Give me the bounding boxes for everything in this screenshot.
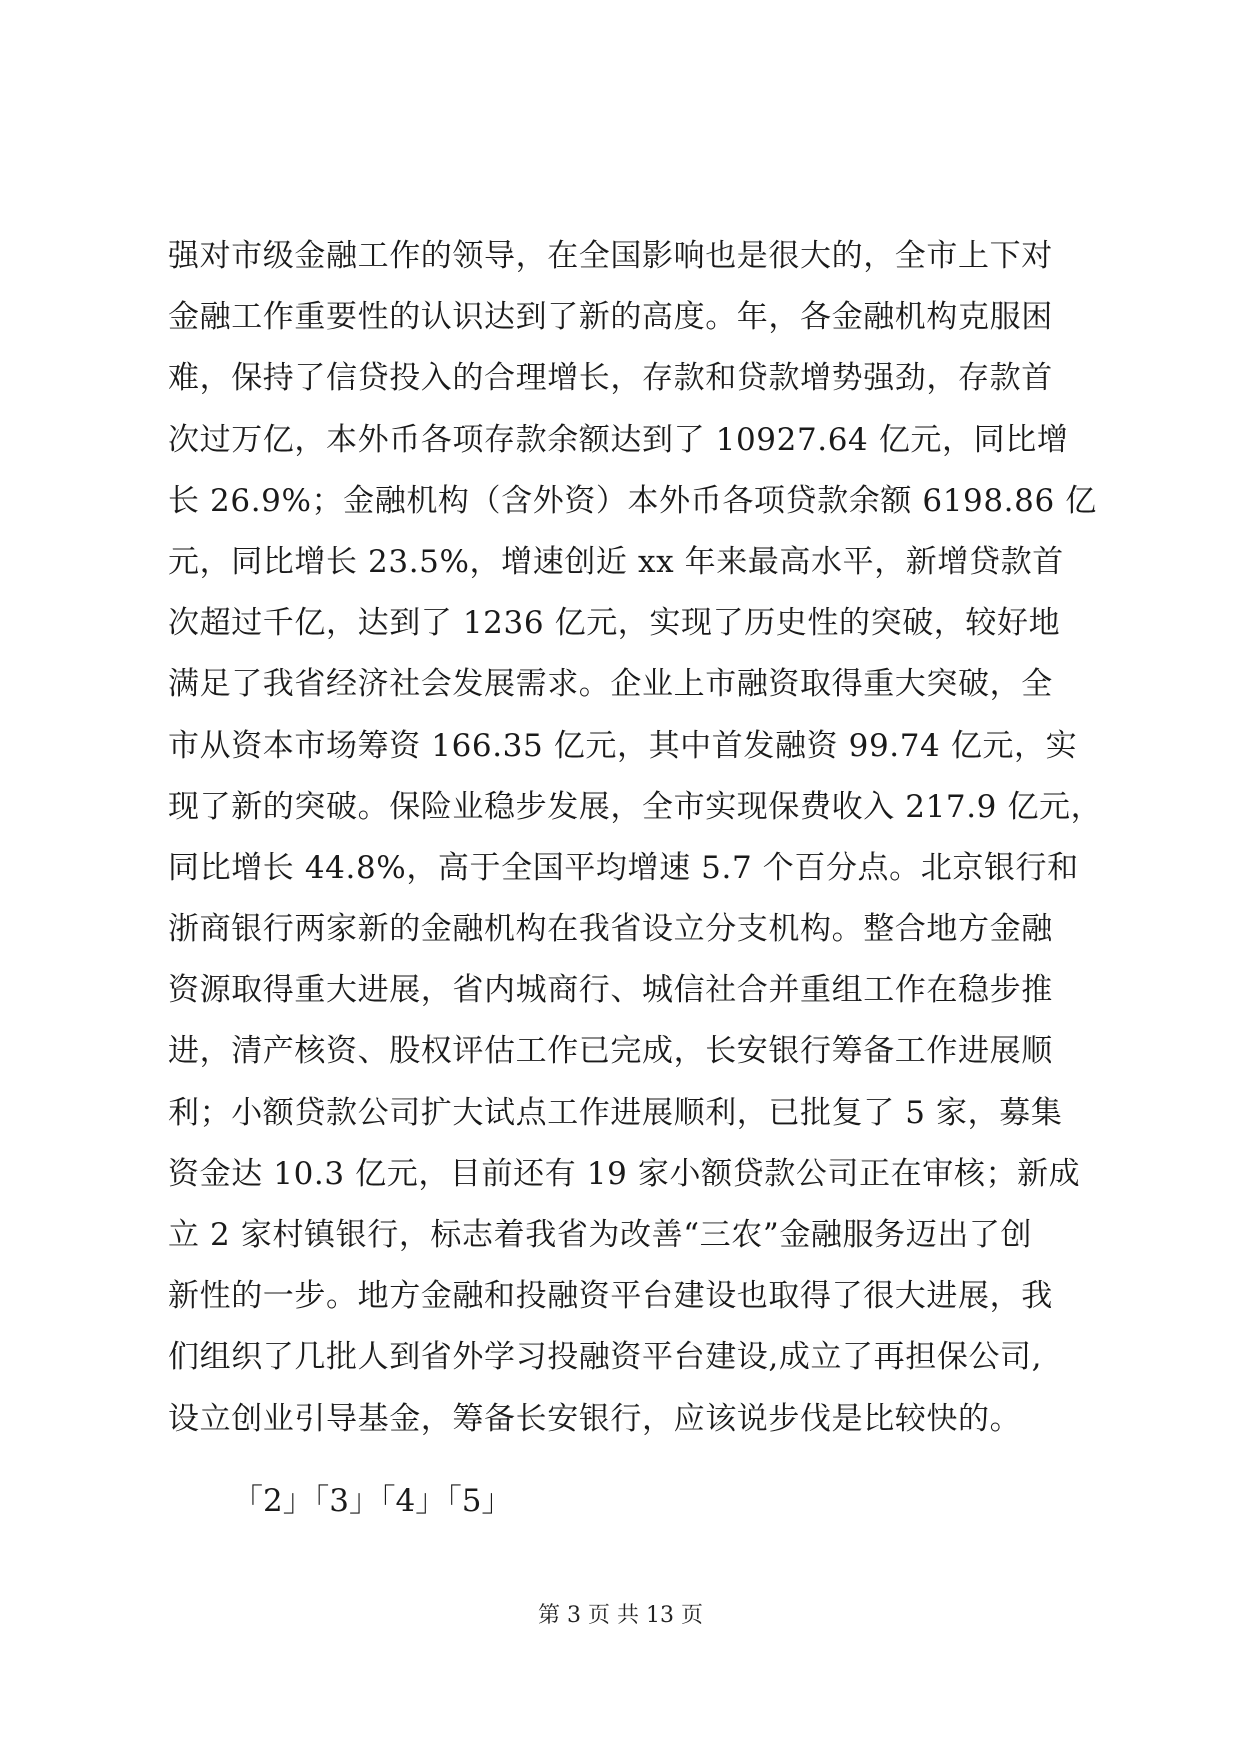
body-paragraph xyxy=(168,226,1102,1450)
text-line: 难，保持了信贷投入的合理增长，存款和贷款增势强劲，存款首 xyxy=(168,360,1053,397)
page-link-2[interactable]: 「2」 xyxy=(232,1483,314,1519)
text-line: 利；小额贷款公司扩大试点工作进展顺利，已批复了 5 家，募集 xyxy=(168,1094,1063,1131)
text-line: 元，同比增长 23.5%，增速创近 xx 年来最高水平，新增贷款首 xyxy=(168,543,1064,580)
text-line: 进，清产核资、股权评估工作已完成，长安银行筹备工作进展顺 xyxy=(168,1033,1053,1070)
text-line: 强对市级金融工作的领导，在全国影响也是很大的，全市上下对 xyxy=(168,238,1053,274)
text-line: 设立创业引导基金，筹备长安银行，应该说步伐是比较快的。 xyxy=(168,1400,1022,1437)
text-line: 资金达 10.3 亿元，目前还有 19 家小额贷款公司正在审核；新成 xyxy=(168,1155,1081,1192)
text-line: 金融工作重要性的认识达到了新的高度。年，各金融机构克服困 xyxy=(168,299,1053,336)
text-line: 立 2 家村镇银行，标志着我省为改善“三农”金融服务迈出了创 xyxy=(168,1217,1033,1253)
text-line: 们组织了几批人到省外学习投融资平台建设,成立了再担保公司, xyxy=(168,1339,1043,1376)
text-line: 现了新的突破。保险业稳步发展，全市实现保费收入 217.9 亿元， xyxy=(168,788,1103,825)
page-link-5[interactable]: 「5」 xyxy=(446,1483,513,1519)
text-line: 浙商银行两家新的金融机构在我省设立分支机构。整合地方金融 xyxy=(168,911,1053,948)
page-link-3[interactable]: 「3」 xyxy=(313,1483,380,1519)
text-line: 同比增长 44.8%，高于全国平均增速 5.7 个百分点。北京银行和 xyxy=(168,849,1079,886)
text-line: 长 26.9%；金融机构（含外资）本外币各项贷款余额 6198.86 亿 xyxy=(168,482,1097,519)
text-line: 新性的一步。地方金融和投融资平台建设也取得了很大进展，我 xyxy=(168,1278,1053,1315)
page-link-4[interactable]: 「4」 xyxy=(379,1483,447,1519)
text-line: 资源取得重大进展，省内城商行、城信社合并重组工作在稳步推 xyxy=(168,972,1053,1009)
text-line: 市从资本市场筹资 166.35 亿元，其中首发融资 99.74 亿元，实 xyxy=(168,727,1078,764)
text-line: 次过万亿，本外币各项存款余额达到了 10927.64 亿元，同比增 xyxy=(168,421,1069,458)
text-line: 次超过千亿，达到了 1236 亿元，实现了历史性的突破，较好地 xyxy=(168,605,1061,642)
page-footer: 第 3 页 共 13 页 xyxy=(538,1603,703,1628)
pagination-links xyxy=(232,1481,512,1521)
text-line: 满足了我省经济社会发展需求。企业上市融资取得重大突破，全 xyxy=(168,666,1053,703)
